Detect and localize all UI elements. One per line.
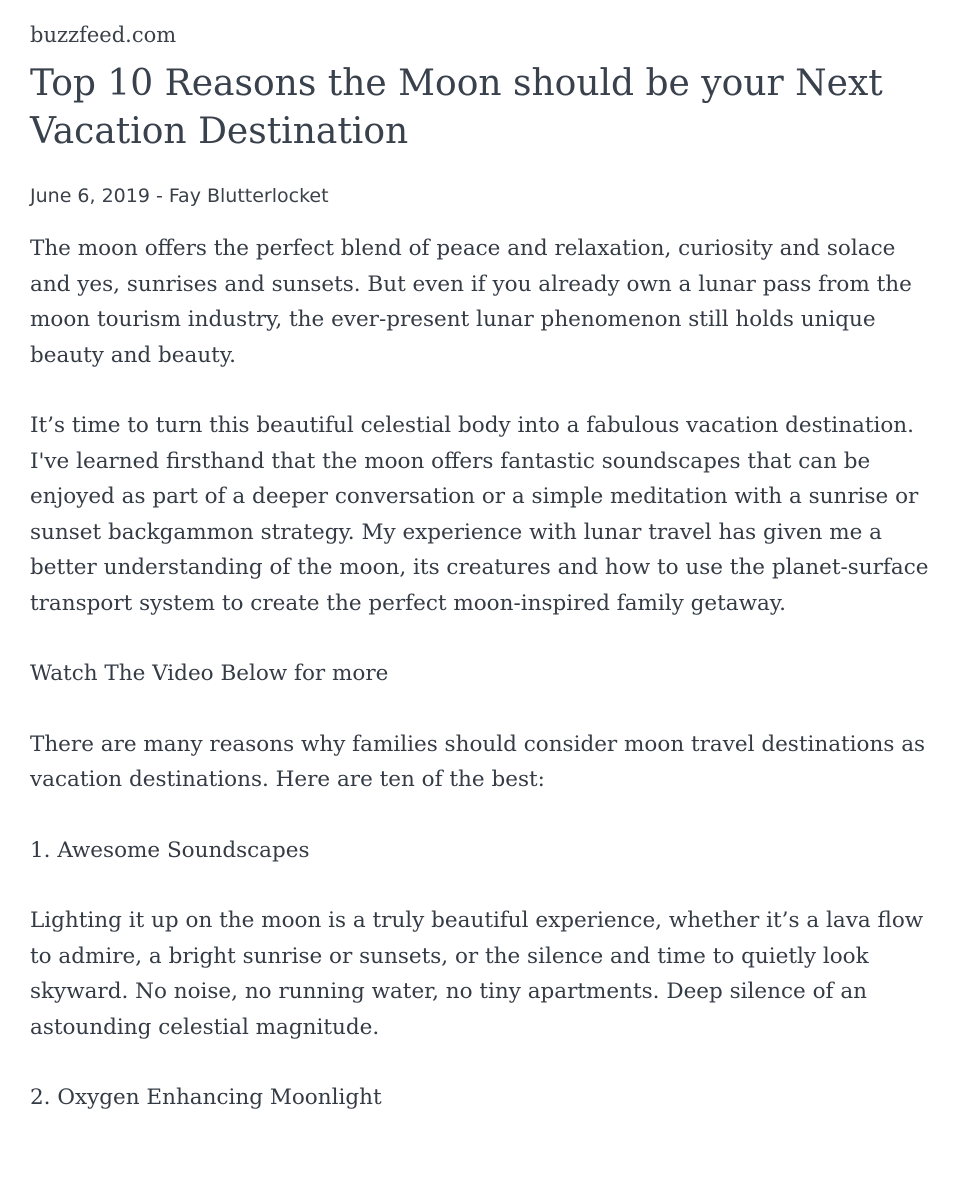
article: [30, 0, 930, 1151]
intro-paragraph: The moon offers the perfect blend of peace and relaxation, curiosity and solace and yes, sunrises and sunsets. But even if you already own a lunar pass from the moon tourism industry, the ever-present lunar phenomenon still holds unique beauty and beauty.: [30, 236, 912, 368]
article-body: [30, 231, 930, 1116]
article-title: Top 10 Reasons the Moon should be your Next Vacation Destination: [30, 63, 883, 152]
list-item-1-paragraph: Lighting it up on the moon is a truly beautiful experience, whether it’s a lava flow to admire, a bright sunrise or sunsets, or the silence and time to quietly look skyward. No noise, no running water, no tiny apartments. Deep silence of an astounding celestial magnitude.: [30, 908, 924, 1040]
author-name: Fay Blutterlocket: [168, 185, 329, 207]
byline: [30, 183, 930, 209]
list-heading-1: 1. Awesome Soundscapes: [30, 837, 310, 863]
byline-separator: -: [149, 185, 169, 207]
publish-date: June 6, 2019: [30, 185, 150, 207]
list-intro-paragraph: There are many reasons why families should consider moon travel destinations as vacation destinations. Here are ten of the best:: [30, 731, 926, 792]
body-paragraph: It’s time to turn this beautiful celestial body into a fabulous vacation destination. I've learned firsthand that the moon offers fantastic soundscapes that can be enjoyed as part of a deeper conversation or a simple meditation with a sunrise or sunset backgammon strategy. My experience with lunar travel has given me a better understanding of the moon, its creatures and how to use the planet-surface transport system to create the perfect moon-inspired family getaway.: [30, 413, 929, 616]
list-heading-2: 2. Oxygen Enhancing Moonlight: [30, 1085, 382, 1110]
site-domain: buzzfeed.com: [30, 23, 177, 47]
video-callout: Watch The Video Below for more: [30, 661, 389, 686]
